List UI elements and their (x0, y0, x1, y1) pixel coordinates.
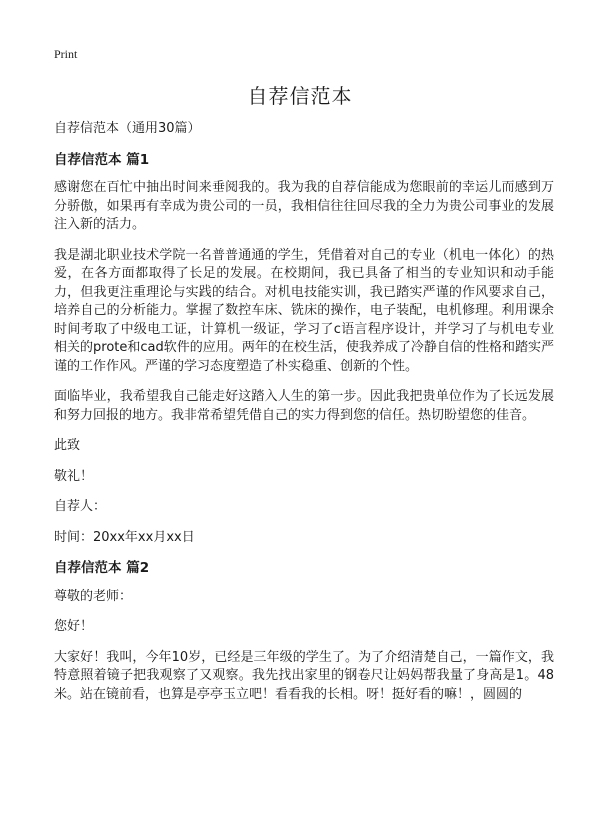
hello-line: 您好！ (54, 619, 94, 634)
paragraph: 感谢您在百忙中抽出时间来垂阅我的。我为我的自荐信能成为您眼前的幸运儿而感到万分骄傲，如果再有幸成为贵公司的一员，我相信往往回尽我的全力为贵公司事业的发展注入新的活力。 (54, 180, 554, 232)
signature-line: 自荐人： (54, 499, 107, 514)
document-body (54, 120, 554, 716)
paragraph: 我是湖北职业技术学院一名普普通通的学生，凭借着对自己的专业（机电一体化）的热爱，在各方面都取得了长足的发展。在校期间，我已具备了相当的专业知识和动手能力，但我更注重理论与实践的结合。对机电技能实训，我已踏实严谨的作风要求自己，培养自己的分析能力。掌握了数控车床、铣床的操作，电子装配，电机修理。利用课余时间考取了中级电工证，计算机一级证，学习了c语言程序设计，并学习了与机电专业相关的prote和cad软件的应用。两年的在校生活，使我养成了冷静自信的性格和踏实严谨的工作作风。严谨的学习态度塑造了朴实稳重、创新的个性。 (54, 247, 554, 374)
section-heading-1: 自荐信范本 篇1 (54, 151, 150, 168)
document-title: 自荐信范本 (247, 84, 353, 108)
greeting-line: 尊敬的老师： (54, 588, 133, 604)
closing-regards: 敬礼！ (54, 468, 94, 484)
print-link[interactable]: Print (54, 47, 78, 61)
paragraph: 大家好！我叫，今年10岁，已经是三年级的学生了。为了介绍清楚自己，一篇作文，我特意照着镜子把我观察了又观察。我先找出家里的钢卷尺让妈妈帮我量了身高是1。48米。站在镜前看，也算是亭亭玉立吧！看看我的长相。呀！挺好看的嘛！，圆圆的 (54, 649, 554, 702)
closing-salutation: 此致 (54, 438, 81, 453)
document-subtitle: 自荐信范本（通用30篇） (54, 121, 201, 136)
section-heading-2: 自荐信范本 篇2 (54, 560, 150, 576)
paragraph: 面临毕业，我希望我自己能走好这踏入人生的第一步。因此我把贵单位作为了长远发展和努力回报的地方。我非常希望凭借自己的实力得到您的信任。热切盼望您的佳音。 (54, 389, 554, 423)
date-line: 时间：20xx年xx月xx日 (54, 529, 195, 545)
